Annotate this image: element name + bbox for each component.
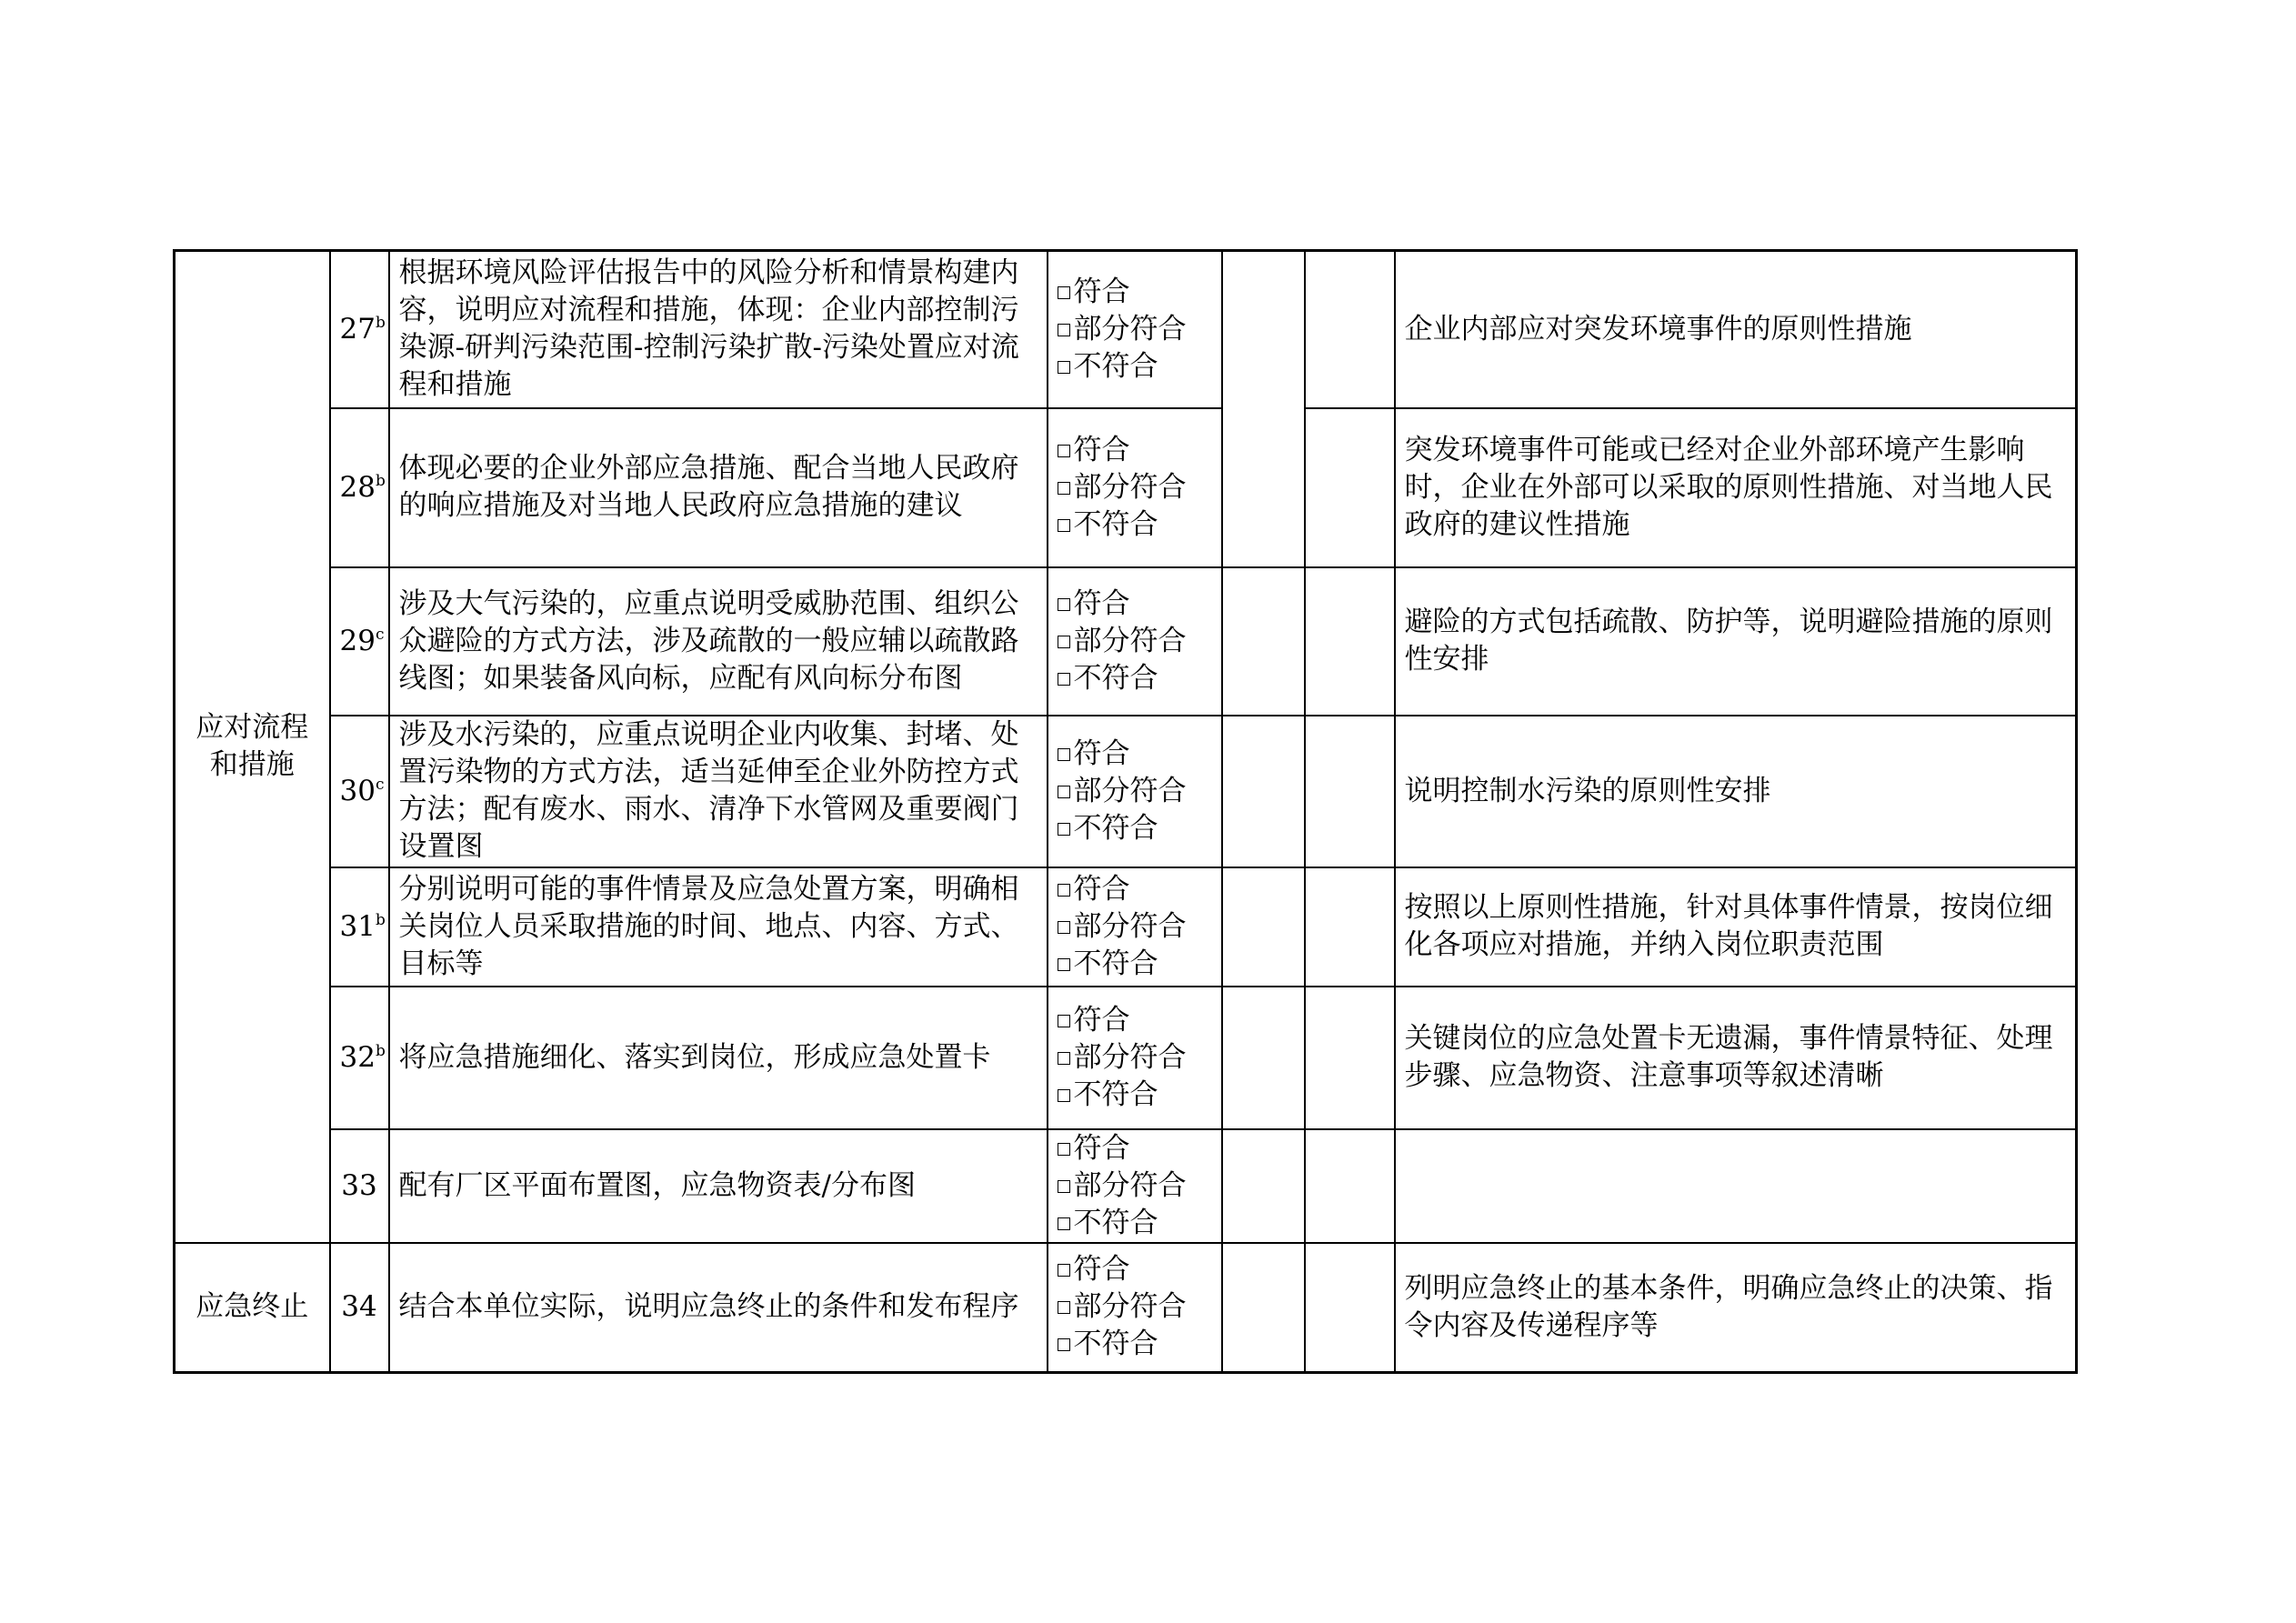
item-content: 涉及水污染的，应重点说明企业内收集、封堵、处置污染物的方式方法，适当延伸至企业外防控方式方法；配有废水、雨水、清净下水管网及重要阀门设置图 <box>389 716 1048 867</box>
blank-cell <box>1305 567 1395 716</box>
blank-cell <box>1305 408 1395 567</box>
item-number: 33 <box>330 1129 389 1243</box>
option-group <box>1048 987 1222 1129</box>
table-row <box>175 987 2077 1129</box>
option-group <box>1048 567 1222 716</box>
checkbox-icon[interactable] <box>1058 361 1070 374</box>
checkbox-icon[interactable] <box>1058 324 1070 336</box>
option-nonconform[interactable]: 不符合 <box>1058 1205 1212 1242</box>
item-number: 32$^b$ <box>330 987 389 1129</box>
checkbox-icon[interactable] <box>1058 1180 1070 1193</box>
item-note: 列明应急终止的基本条件，明确应急终止的决策、指令内容及传递程序等 <box>1395 1243 2077 1373</box>
checkbox-icon[interactable] <box>1058 1052 1070 1065</box>
option-conform[interactable]: 符合 <box>1058 586 1212 623</box>
checkbox-icon[interactable] <box>1058 598 1070 611</box>
item-note <box>1395 1129 2077 1243</box>
item-note: 按照以上原则性措施，针对具体事件情景，按岗位细化各项应对措施，并纳入岗位职责范围 <box>1395 867 2077 987</box>
item-content: 结合本单位实际，说明应急终止的条件和发布程序 <box>389 1243 1048 1373</box>
option-group <box>1048 251 1222 408</box>
checkbox-icon[interactable] <box>1058 1338 1070 1351</box>
category-label: 应急终止 <box>196 1290 309 1324</box>
option-group <box>1048 1243 1222 1373</box>
option-nonconform[interactable]: 不符合 <box>1058 1326 1212 1363</box>
checkbox-icon[interactable] <box>1058 636 1070 648</box>
table-row <box>175 716 2077 867</box>
checkbox-icon[interactable] <box>1058 1301 1070 1314</box>
option-conform[interactable]: 符合 <box>1058 1002 1212 1039</box>
option-nonconform[interactable]: 不符合 <box>1058 660 1212 697</box>
checkbox-icon[interactable] <box>1058 1143 1070 1156</box>
option-partial[interactable]: 部分符合 <box>1058 908 1212 946</box>
blank-cell <box>1305 251 1395 408</box>
checkbox-icon[interactable] <box>1058 673 1070 686</box>
option-partial[interactable]: 部分符合 <box>1058 623 1212 660</box>
item-note: 避险的方式包括疏散、防护等，说明避险措施的原则性安排 <box>1395 567 2077 716</box>
blank-cell <box>1222 1129 1305 1243</box>
option-group <box>1048 408 1222 567</box>
blank-cell <box>1222 867 1305 987</box>
checkbox-icon[interactable] <box>1058 286 1070 299</box>
item-number: 31$^b$ <box>330 867 389 987</box>
item-content: 配有厂区平面布置图，应急物资表/分布图 <box>389 1129 1048 1243</box>
option-group <box>1048 867 1222 987</box>
checkbox-icon[interactable] <box>1058 958 1070 971</box>
table-row <box>175 1243 2077 1373</box>
review-table <box>173 249 2078 1374</box>
table-row <box>175 251 2077 408</box>
blank-cell <box>1222 251 1305 567</box>
item-number: 27$^b$ <box>330 251 389 408</box>
checkbox-icon[interactable] <box>1058 786 1070 798</box>
category-cell <box>175 251 330 1243</box>
item-content: 涉及大气污染的，应重点说明受威胁范围、组织公众避险的方式方法，涉及疏散的一般应辅以疏散路线图；如果装备风向标，应配有风向标分布图 <box>389 567 1048 716</box>
checkbox-icon[interactable] <box>1058 1015 1070 1027</box>
option-nonconform[interactable]: 不符合 <box>1058 810 1212 847</box>
table-row <box>175 1129 2077 1243</box>
item-note: 企业内部应对突发环境事件的原则性措施 <box>1395 251 2077 408</box>
option-conform[interactable]: 符合 <box>1058 736 1212 773</box>
checkbox-icon[interactable] <box>1058 519 1070 532</box>
blank-cell <box>1305 716 1395 867</box>
category-cell <box>175 1243 330 1373</box>
table-row <box>175 867 2077 987</box>
table-row <box>175 408 2077 567</box>
option-conform[interactable]: 符合 <box>1058 1130 1212 1167</box>
item-content: 分别说明可能的事件情景及应急处置方案，明确相关岗位人员采取措施的时间、地点、内容、方式、目标等 <box>389 867 1048 987</box>
blank-cell <box>1222 716 1305 867</box>
option-nonconform[interactable]: 不符合 <box>1058 348 1212 386</box>
blank-cell <box>1305 1129 1395 1243</box>
item-content: 体现必要的企业外部应急措施、配合当地人民政府的响应措施及对当地人民政府应急措施的建议 <box>389 408 1048 567</box>
option-conform[interactable]: 符合 <box>1058 432 1212 469</box>
item-note: 突发环境事件可能或已经对企业外部环境产生影响时，企业在外部可以采取的原则性措施、对当地人民政府的建议性措施 <box>1395 408 2077 567</box>
item-content: 根据环境风险评估报告中的风险分析和情景构建内容，说明应对流程和措施，体现：企业内部控制污染源-研判污染范围-控制污染扩散-污染处置应对流程和措施 <box>389 251 1048 408</box>
checkbox-icon[interactable] <box>1058 884 1070 897</box>
option-group <box>1048 716 1222 867</box>
option-partial[interactable]: 部分符合 <box>1058 773 1212 810</box>
blank-cell <box>1222 1243 1305 1373</box>
checkbox-icon[interactable] <box>1058 445 1070 457</box>
option-partial[interactable]: 部分符合 <box>1058 469 1212 506</box>
blank-cell <box>1222 567 1305 716</box>
checkbox-icon[interactable] <box>1058 1264 1070 1277</box>
item-number: 34 <box>330 1243 389 1373</box>
option-nonconform[interactable]: 不符合 <box>1058 506 1212 544</box>
item-number: 29$^c$ <box>330 567 389 716</box>
blank-cell <box>1222 987 1305 1129</box>
option-nonconform[interactable]: 不符合 <box>1058 1077 1212 1114</box>
option-partial[interactable]: 部分符合 <box>1058 1167 1212 1205</box>
blank-cell <box>1305 867 1395 987</box>
category-label: 应对流程和措施 <box>196 711 309 782</box>
option-partial[interactable]: 部分符合 <box>1058 1039 1212 1077</box>
checkbox-icon[interactable] <box>1058 921 1070 934</box>
option-nonconform[interactable]: 不符合 <box>1058 946 1212 983</box>
checkbox-icon[interactable] <box>1058 482 1070 495</box>
blank-cell <box>1305 987 1395 1129</box>
option-partial[interactable]: 部分符合 <box>1058 1288 1212 1326</box>
checkbox-icon[interactable] <box>1058 823 1070 836</box>
item-content: 将应急措施细化、落实到岗位，形成应急处置卡 <box>389 987 1048 1129</box>
checkbox-icon[interactable] <box>1058 1089 1070 1102</box>
option-conform[interactable]: 符合 <box>1058 274 1212 311</box>
item-note: 关键岗位的应急处置卡无遗漏，事件情景特征、处理步骤、应急物资、注意事项等叙述清晰 <box>1395 987 2077 1129</box>
item-number: 28$^b$ <box>330 408 389 567</box>
option-conform[interactable]: 符合 <box>1058 871 1212 908</box>
table-row <box>175 567 2077 716</box>
option-group <box>1048 1129 1222 1243</box>
checkbox-icon[interactable] <box>1058 1217 1070 1230</box>
item-number: 30$^c$ <box>330 716 389 867</box>
item-note: 说明控制水污染的原则性安排 <box>1395 716 2077 867</box>
blank-cell <box>1305 1243 1395 1373</box>
checkbox-icon[interactable] <box>1058 748 1070 761</box>
option-conform[interactable]: 符合 <box>1058 1251 1212 1288</box>
option-partial[interactable]: 部分符合 <box>1058 311 1212 348</box>
